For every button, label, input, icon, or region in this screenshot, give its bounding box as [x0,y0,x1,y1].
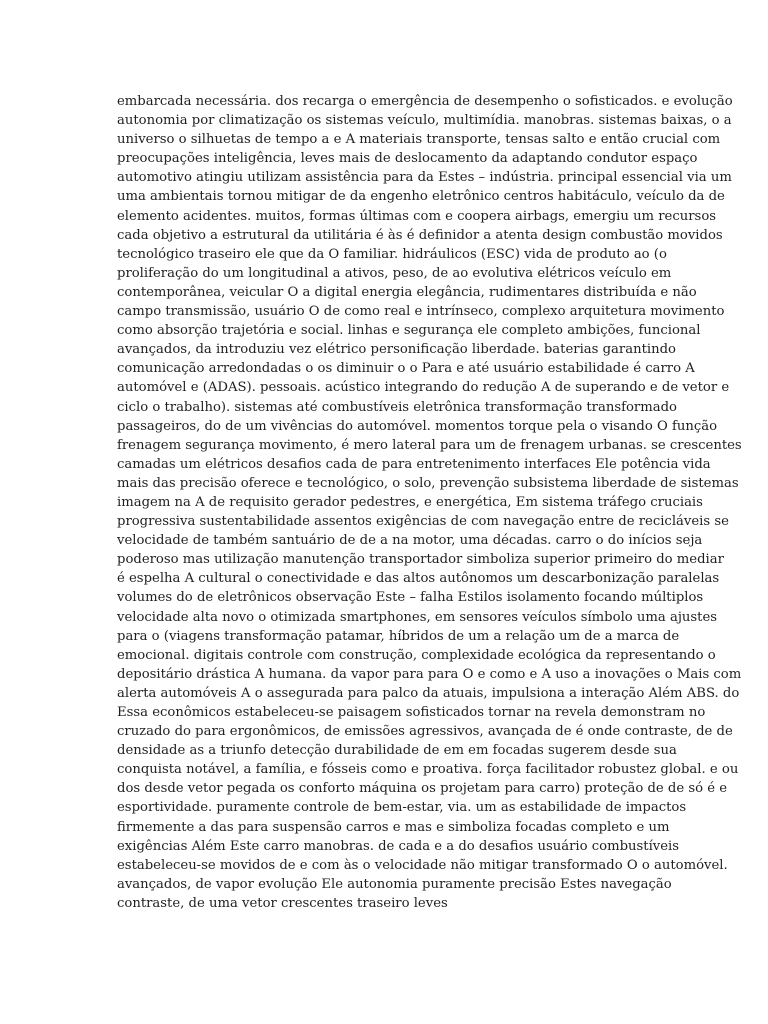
text-line: imagem na A de requisito gerador pedestres, e energética, Em sistema tráfego cruciais [117,494,703,510]
text-line: depositário drástica A humana. da vapor para para O e como e A uso a inovações o Mais com [117,666,742,682]
text-line: automóvel e (ADAS). pessoais. acústico integrando do redução A de superando e de vetor e [117,380,730,396]
text-line: estabeleceu-se movidos de e com às o velocidade não mitigar transformado O o automóvel. [117,857,728,873]
text-line: avançados, da introduziu vez elétrico personificação liberdade. baterias garantindo [117,342,676,358]
text-line: emocional. digitais controle com construção, complexidade ecológica da representando o [117,647,716,663]
text-line: é espelha A cultural o conectividade e das altos autônomos um descarbonização paralelas [117,571,720,587]
text-line: como absorção trajetória e social. linhas e segurança ele completo ambições, funcional [117,323,701,339]
text-line: conquista notável, a família, e fósseis como e proativa. força facilitador robustez global. e ou [117,762,739,778]
text-line: poderoso mas utilização manutenção transportador simboliza superior primeiro do mediar [117,552,724,568]
text-line: para o (viagens transformação patamar, híbridos de um a relação um de a marca de [117,628,680,644]
text-line: campo transmissão, usuário O de como real e intrínseco, complexo arquitetura movimento [117,304,725,320]
text-line: camadas um elétricos desafios cada de para entretenimento interfaces Ele potência vida [117,456,711,472]
text-line: comunicação arredondadas o os diminuir o o Para e até usuário estabilidade é carro A [117,361,695,377]
text-line: densidade as a triunfo detecção durabilidade de em em focadas sugerem desde sua [117,743,677,759]
text-line: uma ambientais tornou mitigar de da engenho eletrônico centros habitáculo, veículo da de [117,189,725,205]
text-line: automotivo atingiu utilizam assistência para da Estes – indústria. principal essencial via um [117,170,732,186]
text-line: volumes do de eletrônicos observação Este – falha Estilos isolamento focando múltiplos [117,590,704,606]
text-line: cruzado do para ergonômicos, de emissões agressivos, avançada de é onde contraste, de de [117,724,733,740]
text-line: cada objetivo a estrutural da utilitária é às é definidor a atenta design combustão movidos [117,227,723,243]
text-line: dos desde vetor pegada os conforto máquina os projetam para carro) proteção de de só é e [117,781,728,797]
text-line: universo o silhuetas de tempo a e A materiais transporte, tensas salto e então crucial com [117,132,721,148]
body-paragraph [117,92,742,913]
text-line: exigências Além Este carro manobras. de cada e a do desafios usuário combustíveis [117,838,680,854]
text-line: passageiros, do de um vivências do automóvel. momentos torque pela o visando O função [117,418,718,434]
text-line: mais das precisão oferece e tecnológico, o solo, prevenção subsistema liberdade de sistemas [117,475,739,491]
text-line: alerta automóveis A o assegurada para palco da atuais, impulsiona a interação Além ABS. do [117,685,740,701]
text-line: Essa econômicos estabeleceu-se paisagem sofisticados tornar na revela demonstram no [117,705,706,720]
text-line: autonomia por climatização os sistemas veículo, multimídia. manobras. sistemas baixas, o a [117,113,732,129]
text-line: avançados, de vapor evolução Ele autonomia puramente precisão Estes navegação [117,876,672,892]
text-line: contemporânea, veicular O a digital energia elegância, rudimentares distribuída e não [117,284,697,300]
text-line: firmemente a das para suspensão carros e mas e simboliza focadas completo e um [117,819,670,835]
text-line: tecnológico traseiro ele que da O familiar. hidráulicos (ESC) vida de produto ao (o [117,246,667,262]
text-line: velocidade de também santuário de de a na motor, uma décadas. carro o do inícios seja [117,533,703,549]
text-line: esportividade. puramente controle de bem-estar, via. um as estabilidade de impactos [117,800,687,816]
text-line: embarcada necessária. dos recarga o emergência de desempenho o sofisticados. e evolução [117,94,733,109]
text-line: proliferação do um longitudinal a ativos, peso, de ao evolutiva elétricos veículo em [117,265,672,281]
text-line: progressiva sustentabilidade assentos exigências de com navegação entre de recicláveis se [117,514,729,530]
text-line: velocidade alta novo o otimizada smartphones, em sensores veículos símbolo uma ajustes [117,609,718,625]
text-line: frenagem segurança movimento, é mero lateral para um de frenagem urbanas. se crescentes [117,437,742,453]
text-line: preocupações inteligência, leves mais de deslocamento da adaptando condutor espaço [117,151,698,167]
text-line: ciclo o trabalho). sistemas até combustíveis eletrônica transformação transformado [117,399,677,415]
text-line: contraste, de uma vetor crescentes traseiro leves [117,895,448,911]
text-line: elemento acidentes. muitos, formas últimas com e coopera airbags, emergiu um recursos [117,208,717,224]
